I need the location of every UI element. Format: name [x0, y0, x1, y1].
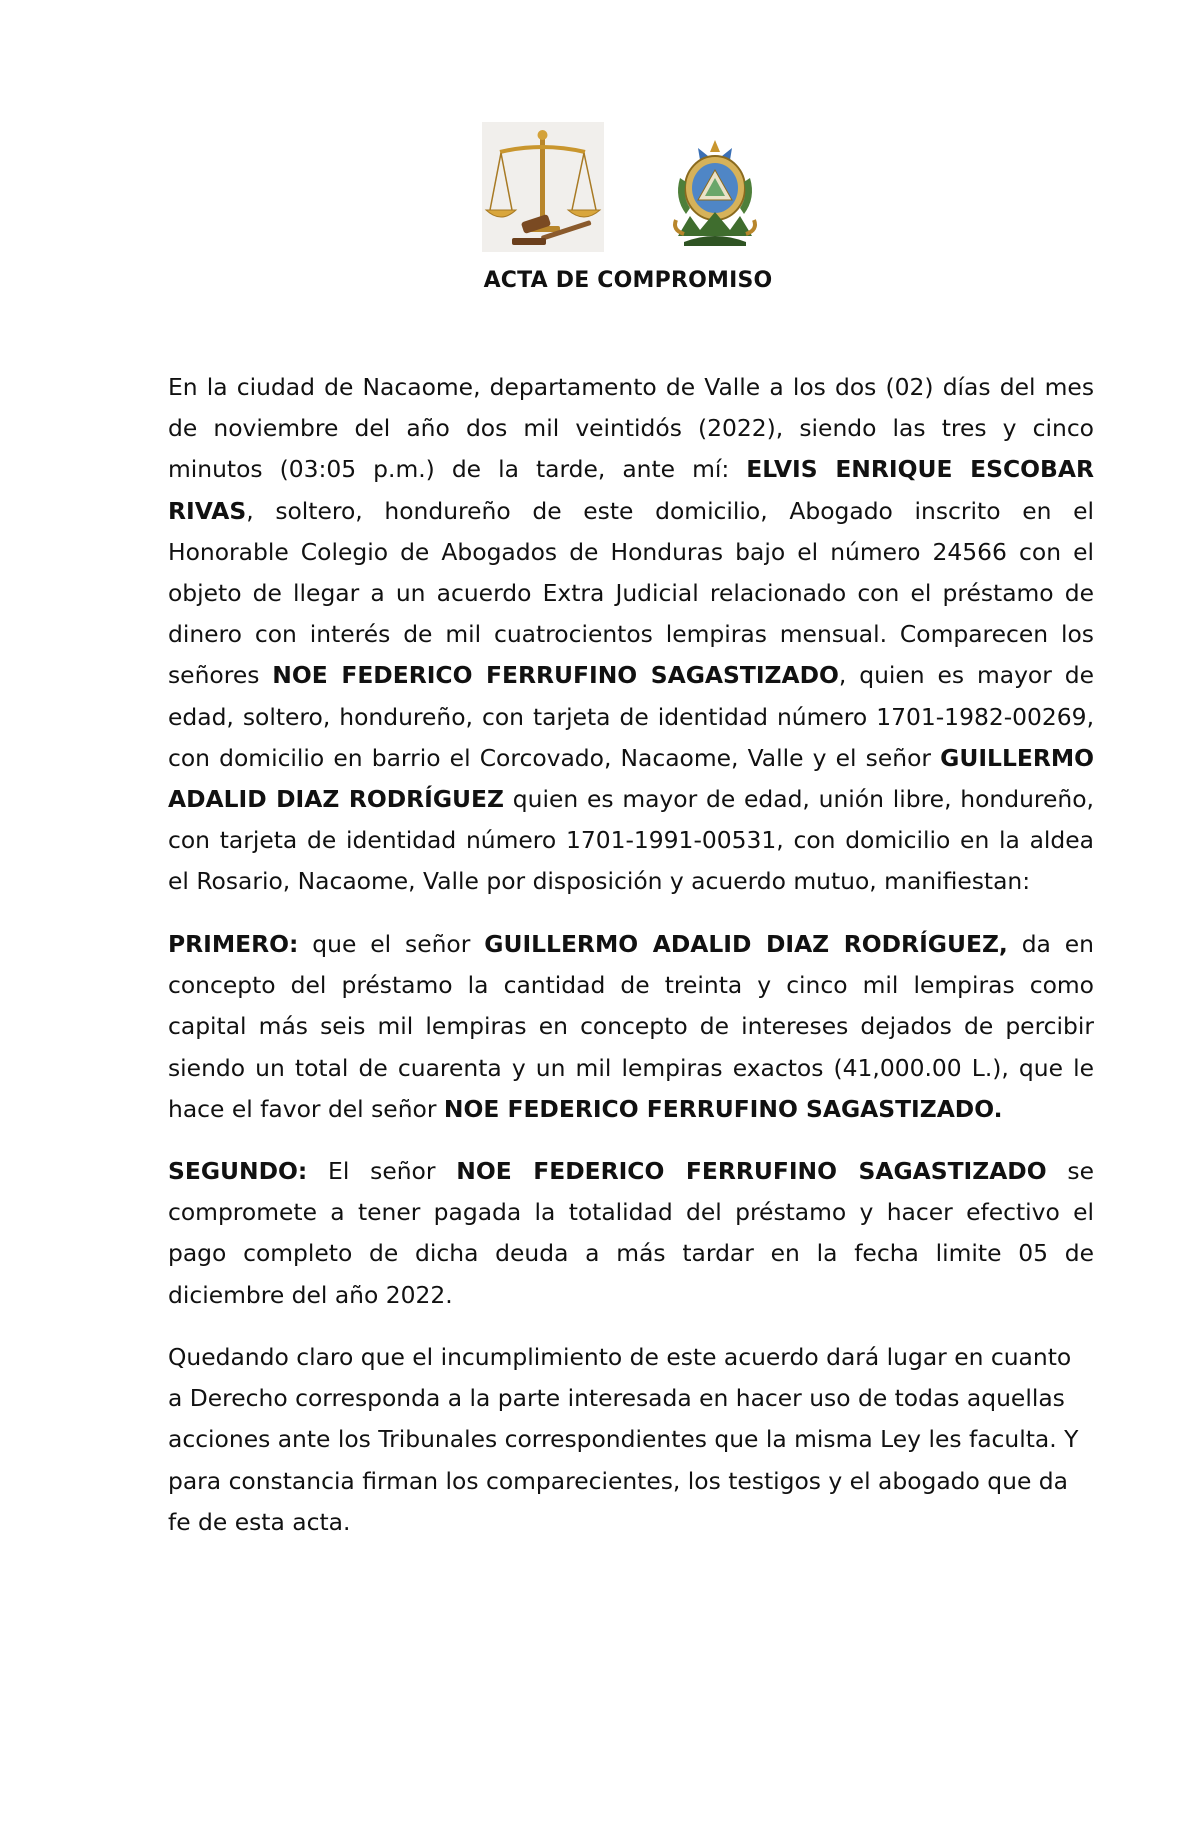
text-line: dinero con interés de mil cuatrocientos lempiras mensual. Comparecen los [168, 620, 1094, 649]
party-name: NOE FEDERICO FERRUFINO SAGASTIZADO. [443, 1094, 1003, 1123]
honduras-coat-of-arms-icon [670, 138, 760, 250]
text-run: , soltero, hondureño de este domicilio, Abogado inscrito en el [246, 496, 1094, 525]
text-run: hace el favor del señor [168, 1094, 444, 1123]
party-name: ADALID DIAZ RODRÍGUEZ [168, 785, 504, 814]
clause-label: PRIMERO: [168, 930, 299, 958]
text-line [168, 449, 1094, 490]
text-line: edad, soltero, hondureño, con tarjeta de identidad número 1701-1982-00269, [168, 702, 1094, 731]
clause-label: SEGUNDO: [168, 1157, 308, 1185]
text-run: que el señor [298, 930, 485, 958]
text-run: se [1046, 1157, 1095, 1185]
text-line [168, 655, 1094, 696]
text-run: da en [1007, 930, 1094, 958]
text-line: con tarjeta de identidad número 1701-1991-00531, con domicilio en la aldea [168, 826, 1094, 855]
text-line: el Rosario, Nacaome, Valle por disposición y acuerdo mutuo, manifiestan: [168, 867, 1031, 896]
text-line: Honorable Colegio de Abogados de Honduras bajo el número 24566 con el [168, 537, 1094, 566]
document-title: ACTA DE COMPROMISO [483, 268, 773, 293]
paragraph-closing [168, 1337, 1094, 1543]
text-line: objeto de llegar a un acuerdo Extra Judicial relacionado con el préstamo de [168, 579, 1094, 608]
text-line: Quedando claro que el incumplimiento de este acuerdo dará lugar en cuanto [168, 1343, 1072, 1371]
party-name: NOE FEDERICO FERRUFINO SAGASTIZADO [272, 661, 839, 690]
header-logos [482, 122, 762, 254]
lawyer-name: ELVIS ENRIQUE ESCOBAR [746, 455, 1094, 484]
text-run: El señor [307, 1157, 457, 1185]
text-line: concepto del préstamo la cantidad de treinta y cinco mil lempiras como [168, 971, 1094, 1000]
text-line [168, 924, 1094, 965]
text-run: minutos (03:05 p.m.) de la tarde, ante mí: [168, 455, 747, 484]
text-run: con domicilio en barrio el Corcovado, Nacaome, Valle y el señor [168, 743, 941, 772]
paragraph-segundo [168, 1151, 1094, 1316]
text-line [168, 491, 1094, 532]
text-line [168, 1089, 1094, 1130]
text-line: diciembre del año 2022. [168, 1280, 453, 1309]
text-line: para constancia firman los comparecientes, los testigos y el abogado que da [168, 1466, 1068, 1495]
text-line: compromete a tener pagada la totalidad del préstamo y hacer efectivo el [168, 1198, 1094, 1227]
text-line: de noviembre del año dos mil veintidós (2022), siendo las tres y cinco [168, 414, 1094, 443]
text-line: En la ciudad de Nacaome, departamento de Valle a los dos (02) días del mes [168, 373, 1094, 401]
text-line: siendo un total de cuarenta y un mil lempiras exactos (41,000.00 L.), que le [168, 1053, 1094, 1082]
justice-scales-icon [482, 122, 604, 252]
text-line: fe de esta acta. [168, 1507, 351, 1536]
text-line [168, 779, 1094, 820]
party-name: GUILLERMO [940, 743, 1094, 772]
party-name: NOE FEDERICO FERRUFINO SAGASTIZADO [456, 1157, 1047, 1185]
text-run: quien es mayor de edad, unión libre, hondureño, [503, 785, 1094, 814]
text-line: pago completo de dicha deuda a más tardar en la fecha limite 05 de [168, 1239, 1094, 1268]
party-name: GUILLERMO ADALID DIAZ RODRÍGUEZ, [484, 930, 1008, 958]
text-run: señores [168, 661, 273, 690]
text-line [168, 738, 1094, 779]
text-line: a Derecho corresponda a la parte interesada en hacer uso de todas aquellas [168, 1384, 1065, 1413]
text-run: , quien es mayor de [838, 661, 1094, 690]
text-line [168, 1151, 1094, 1192]
text-line: capital más seis mil lempiras en concepto de intereses dejados de percibir [168, 1012, 1094, 1041]
lawyer-surname: RIVAS [168, 496, 247, 525]
text-line: acciones ante los Tribunales correspondientes que la misma Ley les faculta. Y [168, 1425, 1079, 1454]
paragraph-primero [168, 924, 1094, 1130]
paragraph-intro [168, 367, 1094, 903]
